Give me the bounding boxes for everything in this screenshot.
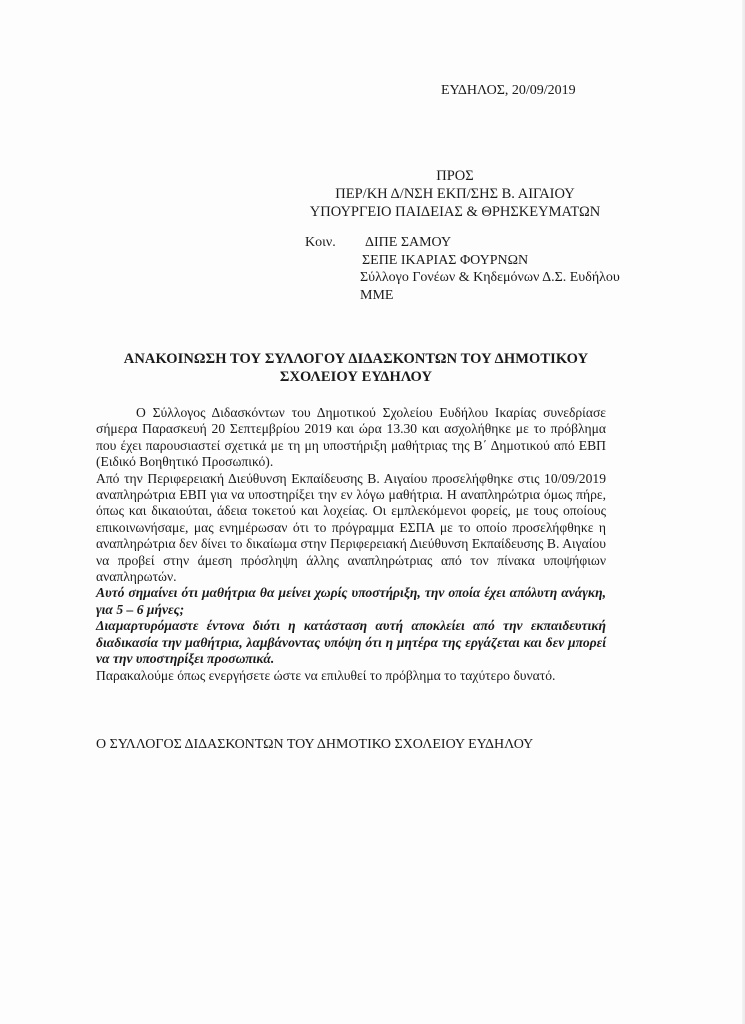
cc-label: Κοιν. [305, 235, 336, 250]
title-line: ΑΝΑΚΟΙΝΩΣΗ ΤΟΥ ΣΥΛΛΟΓΟΥ ΔΙΔΑΣΚΟΝΤΩΝ ΤΟΥ ΔΗΜΟΤΙΚΟΥ [123, 351, 589, 367]
cc-item: Σύλλογο Γονέων & Κηδεμόνων Δ.Σ. Ευδήλου [360, 270, 620, 285]
announcement-body [96, 405, 606, 684]
title-line: ΣΧΟΛΕΙΟΥ ΕΥΔΗΛΟΥ [279, 369, 433, 385]
cc-item: ΣΕΠΕ ΙΚΑΡΙΑΣ ΦΟΥΡΝΩΝ [362, 252, 529, 268]
cc-item: ΔΙΠΕ ΣΑΜΟΥ [365, 235, 452, 250]
closing-paragraph: Παρακαλούμε όπως ενεργήσετε ώστε να επιλυθεί το πρόβλημα το ταχύτερο δυνατό. [96, 667, 556, 683]
cc-item: ΜΜΕ [360, 287, 394, 303]
announcement-title [100, 350, 612, 386]
date-line: ΕΥΔΗΛΟΣ, 20/09/2019 [441, 83, 576, 98]
body-paragraph: Από την Περιφερειακή Διεύθυνση Εκπαίδευσης Β. Αιγαίου προσελήφθηκε στις 10/09/2019 αναπληρώτρια ΕΒΠ για να υποστηρίξει την εν λόγω μαθήτρια. Η αναπληρώτρια όμως πήρε, όπως και δικαιούται, άδεια τοκετού και λοχείας. Οι εμπλεκόμενοι φορείς, με τους οποίους επικοινωνήσαμε, μας ενημέρωσαν ότι το πρόγραμμα ΕΣΠΑ με το οποίο προσελήφθηκε η αναπληρώτρια δεν δίνει το δικαίωμα στην Περιφερειακή Διεύθυνση Εκπαίδευσης Β. Αιγαίου να προβεί στην άμεση πρόσληψη άλλης αναπληρώτριας από τον πίνακα υποψήφιων αναπληρωτών. [96, 470, 606, 585]
signature-line: Ο ΣΥΛΛΟΓΟΣ ΔΙΔΑΣΚΟΝΤΩΝ ΤΟΥ ΔΗΜΟΤΙΚΟ ΣΧΟΛΕΙΟΥ ΕΥΔΗΛΟΥ [96, 737, 534, 752]
emphasis-paragraph: Αυτό σημαίνει ότι μαθήτρια θα μείνει χωρίς υποστήριξη, την οποία έχει απόλυτη ανάγκη, για 5 – 6 μήνες; [96, 585, 606, 617]
recipient-line: ΥΠΟΥΡΓΕΙΟ ΠΑΙΔΕΙΑΣ & ΘΡΗΣΚΕΥΜΑΤΩΝ [309, 204, 601, 220]
to-label: ΠΡΟΣ [436, 168, 474, 184]
body-paragraph: Ο Σύλλογος Διδασκόντων του Δημοτικού Σχολείου Ευδήλου Ικαρίας συνεδρίασε σήμερα Παρασκευή 20 Σεπτεμβρίου 2019 και ώρα 13.30 και ασχολήθηκε με το πρόβλημα που έχει παρουσιαστεί σχετικά με τη μη υποστήριξη μαθήτριας της Β΄ Δημοτικού από ΕΒΠ (Ειδικό Βοηθητικό Προσωπικό). [96, 405, 606, 470]
emphasis-paragraph: Διαμαρτυρόμαστε έντονα διότι η κατάσταση αυτή αποκλείει από την εκπαιδευτική διαδικασία την μαθήτρια, λαμβάνοντας υπόψη ότι η μητέρα της εργάζεται και δεν μπορεί να την υποστηρίξει προσωπικά. [96, 618, 606, 667]
recipient-line: ΠΕΡ/ΚΗ Δ/ΝΣΗ ΕΚΠ/ΣΗΣ Β. ΑΙΓΑΙΟΥ [335, 186, 575, 202]
recipient-block [300, 167, 610, 221]
